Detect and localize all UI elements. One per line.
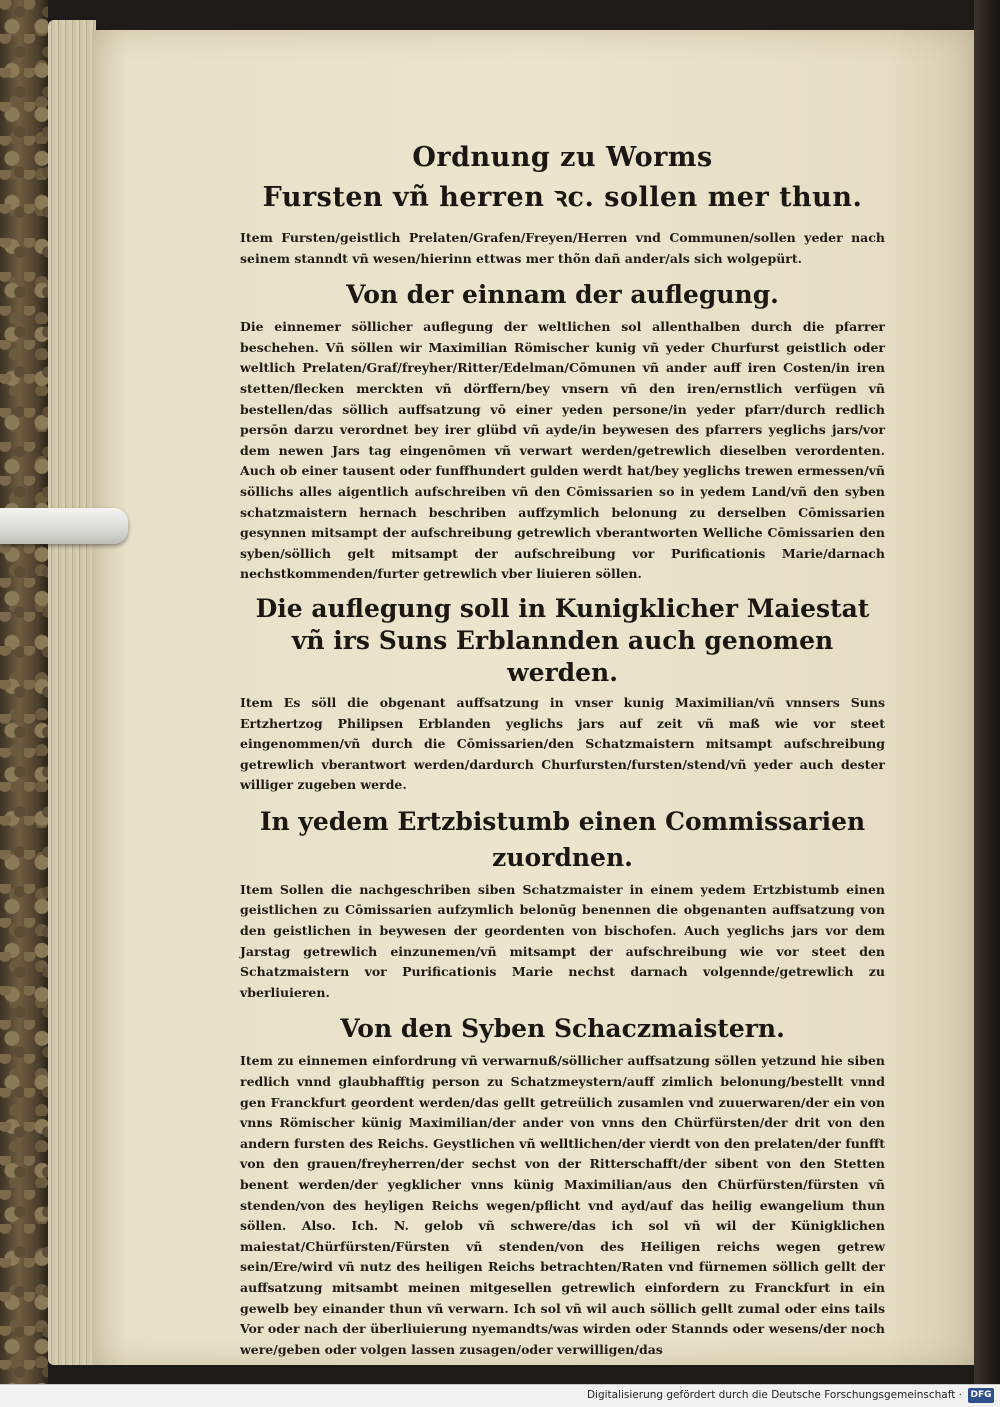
heading-erblannden: Die auflegung soll in Kunigklicher Maiestat vñ irs Suns Erblannden auch genomen werden.	[255, 593, 870, 687]
page-text	[240, 138, 885, 1368]
binding-shadow	[974, 0, 1000, 1384]
page-stack-edge	[48, 20, 96, 1365]
heading-einnam: Von der einnam der auflegung.	[346, 280, 779, 310]
paragraph-einnam: Die einnemer söllicher auflegung der weltlichen sol allenthalben durch die pfarrer beschehen. Vñ söllen wir Maximilian Römischer kunig vñ yeder Churfurst geistlich oder weltlich Prelaten/Graf/freyher/Ritter/Edelman/Cōmunen vñ ander auff iren Costen/in iren stetten/flecken merckten vñ dörffern/bey vnsern vñ den iren/ernstlich verfügen vñ bestellen/das söllich auffsatzung vō einer yeden persone/in yeder pfarr/durch redlich persōn darzu verordnet bey irer glübd vñ ayde/in beywesen des pfarrers yeglichs jars/vor dem newen Jars tag eingenōmen vñ verwart werden/getrewlich dieselben verordenten. Auch ob einer tausent oder funffhundert gulden werdt hat/bey yeglichs trewen ermessen/vñ söllichs alles aigentlich aufschreiben vñ den Cōmissarien so in yedem Land/vñ den syben schatzmaistern hernach beschriben auffzymlich belonung zu derselben Cōmissarien gesynnen mitsampt der aufschreibung getrewlich vberantworten Welliche Cōmissarien den syben/söllich gelt mitsampt der aufschreibung vor Purificationis Marie/darnach nechstkommenden/furter getrewlich vber liuieren söllen.	[240, 319, 885, 582]
heading-schaczmaister: Von den Syben Schaczmaistern.	[340, 1014, 785, 1044]
paragraph-schaczmaister: Item zu einnemen einfordrung vñ verwarnuß/söllicher auffsatzung söllen yetzund hie siben redlich vnnd glaubhafftig person zu Schatzmeystern/auff zimlich belonung/bestellt vnnd gen Franckfurt geordent werden/das gellt getreülich zusamlen vnd zuuerwaren/der ein von vnns Römischer künig Maximilian/der ander von vnns den Chürfürsten/der drit von den andern fursten des Reichs. Geystlichen vñ welltlichen/der vierdt von den prelaten/der funfft von den grauen/freyherren/der sechst von der Ritterschafft/der sibent von den Stetten benent werden/der yegklicher vnns künig Maximilian/aus den Chürfürsten/fürsten vñ stenden/von des heyligen Reichs wegen/pflicht vnd ayd/auf das heilig ewangelium thun söllen. Also. Ich. N. gelob vñ schwere/das ich sol vñ wil der Künigklichen maiestat/Chürfürsten/Fürsten vñ stenden/von des Heiligen reichs wegen getrew sein/Ere/wird vñ nutz des heiligen Reichs betrachten/Raten vnd fürnemen söllich gellt der auffsatzung mitsambt meinen mitgesellen getrewlich einfordern zu Franckfurt in ein gewelb bey einander thun vñ verwarn. Ich sol vñ wil auch söllich gellt zumal oder eins tails Vor oder nach der überliuierung nyemandts/was wirden oder Stannds oder wesens/der noch were/geben oder volgen lassen zusagen/oder verwilligen/das	[240, 1053, 885, 1357]
dfg-logo: DFG	[968, 1388, 994, 1403]
paragraph-erblannden: Item Es söll die obgenant auffsatzung in vnser kunig Maximilian/vñ vnnsers Suns Ertzhertzog Philipsen Erblanden yeglichs jars auf zeit vñ maß wie vor steet eingenommen/vñ durch die Cōmissarien/den Schatzmaistern mitsampt aufschreibung getrewlich vberantwort werden/dardurch Churfursten/fursten/stend/vñ yeder auch dester williger zugeben werde.	[240, 694, 885, 793]
page-title: Fursten vñ herren ꝛc. sollen mer thun.	[262, 182, 863, 213]
footer-bar	[0, 1384, 1000, 1407]
paragraph-commissarien: Item Sollen die nachgeschriben siben Schatzmaister in einem yedem Ertzbistumb einen geistlichen zu Cōmissarien aufzymlich belonūg benennen die obgenanten auffsatzung von den geistlichen in beywesen der geordenten von bischofen. Auch yeglichs jars vor dem Jarstag getrewlich einzunemen/vñ mitsampt der aufschreibung wie vor steet den Schatzmaistern vor Purificationis Marie nechst darnach volgennde/getrewlich zu vberliuieren.	[240, 881, 885, 1000]
paragraph-fursten: Item Fursten/geistlich Prelaten/Grafen/Freyen/Herren vnd Communen/sollen yeder nach seinem stanndt vñ wesen/hierinn ettwas mer thõn dañ ander/als sich wolgepürt.	[240, 230, 885, 266]
heading-commissarien: In yedem Ertzbistumb einen Commissarien zuordnen.	[259, 806, 866, 872]
running-title: Ordnung zu Worms	[412, 142, 713, 173]
footer-credit: Digitalisierung gefördert durch die Deutsche Forschungsgemeinschaft ·	[586, 1389, 962, 1401]
book-cover-marbled	[0, 0, 48, 1384]
bookmark-strip	[0, 508, 128, 544]
